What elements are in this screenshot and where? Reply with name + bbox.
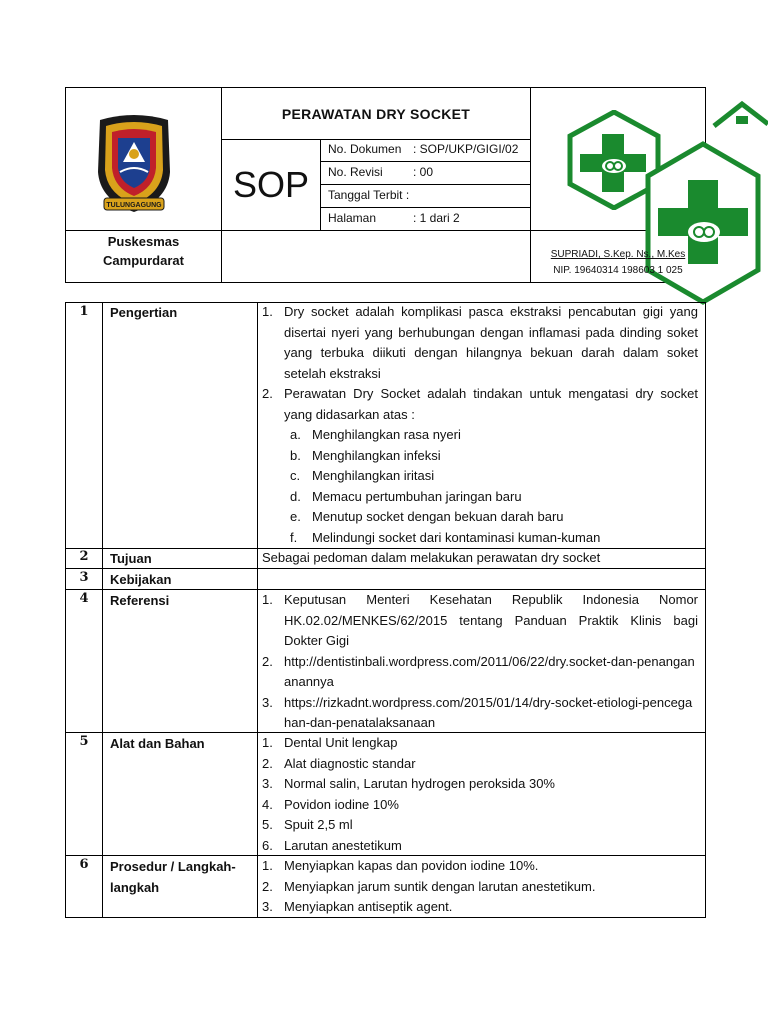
sub-item-text: Menghilangkan infeksi xyxy=(312,447,441,463)
list-item: 2. Perawatan Dry Socket adalah tindakan untuk mengatasi dry socket yang didasarkan atas : xyxy=(262,384,698,425)
content-tujuan: Sebagai pedoman dalam melakukan perawatan dry socket xyxy=(262,550,601,565)
meta-value: : 00 xyxy=(413,165,434,179)
divider xyxy=(530,87,531,283)
list-item: 3. Menyiapkan antiseptik agent. xyxy=(262,897,698,918)
meta-value: : 1 dari 2 xyxy=(413,211,460,225)
row-number: 4 xyxy=(79,591,89,606)
row-label-line: langkah xyxy=(110,880,160,895)
reference-link[interactable]: http://dentistinbali.wordpress.com/2011/06/22/dry.socket-dan-penangananannya xyxy=(284,653,695,689)
puskesmas-logo-partial xyxy=(712,100,768,140)
meta-key: No. Revisi xyxy=(328,165,383,179)
item-text: Dental Unit lengkap xyxy=(284,735,398,750)
item-text: Spuit 2,5 ml xyxy=(284,817,353,832)
reference-link[interactable]: https://rizkadnt.wordpress.com/2015/01/14/dry-socket-etiologi-pencegahan-dan-penatalaksanaan xyxy=(284,694,693,730)
signer-nip: NIP. 19640314 198603 1 025 xyxy=(553,265,683,276)
content-prosedur xyxy=(262,856,698,918)
org-line: Campurdarat xyxy=(103,253,184,268)
item-text: Keputusan Menteri Kesehatan Republik Indonesia Nomor HK.02.02/MENKES/62/2015 tentang Panduan Praktik Klinis bagi Dokter Gigi xyxy=(284,592,698,648)
sub-item-text: Melindungi socket dari kontaminasi kuman-kuman xyxy=(312,529,601,545)
item-text: Normal salin, Larutan hydrogen peroksida 30% xyxy=(284,776,555,791)
sub-item-text: Menghilangkan iritasi xyxy=(312,468,435,483)
sub-item: d. Memacu pertumbuhan jaringan baru xyxy=(262,487,698,508)
meta-key: No. Dokumen xyxy=(328,142,402,156)
row-label-line: Prosedur / Langkah- xyxy=(110,859,236,874)
divider xyxy=(102,302,103,918)
item-text: Perawatan Dry Socket adalah tindakan untuk mengatasi dry socket yang didasarkan atas : xyxy=(284,386,698,422)
list-item: 1. Dry socket adalah komplikasi pasca ekstraksi pencabutan gigi yang disertai nyeri yang berhubungan dengan inflamasi pada dinding soket yang terbuka diikuti dengan hilangnya bekuan darah dalam soket setelah ekstraksi xyxy=(262,302,698,384)
row-number: 1 xyxy=(79,304,89,319)
item-text: Alat diagnostic standar xyxy=(284,755,416,771)
item-text: Menyiapkan antiseptik agent. xyxy=(284,899,453,914)
meta-row-page xyxy=(328,211,460,225)
divider xyxy=(320,161,531,162)
signer-name: SUPRIADI, S.Kep. Ns., M.Kes xyxy=(550,249,686,260)
row-number: 6 xyxy=(79,857,89,872)
regency-crest-logo xyxy=(90,112,178,218)
row-number: 2 xyxy=(79,549,89,564)
list-item: 4. Povidon iodine 10% xyxy=(262,795,698,816)
row-number: 5 xyxy=(79,734,89,749)
list-item: 2. Menyiapkan jarum suntik dengan larutan anestetikum. xyxy=(262,877,698,898)
row-label-alat: Alat dan Bahan xyxy=(110,736,205,751)
meta-row-document xyxy=(328,142,518,156)
divider xyxy=(65,230,706,231)
sop-label: SOP xyxy=(232,164,310,205)
list-item: 1. Dental Unit lengkap xyxy=(262,733,698,754)
row-label-tujuan: Tujuan xyxy=(110,551,152,566)
list-item: 6. Larutan anestetikum xyxy=(262,836,698,857)
row-label-prosedur xyxy=(110,856,255,898)
row-label-pengertian: Pengertian xyxy=(110,305,178,320)
list-item: 3. Normal salin, Larutan hydrogen peroksida 30% xyxy=(262,774,698,795)
sub-item-text: Memacu pertumbuhan jaringan baru xyxy=(312,488,522,504)
sub-item: c. Menghilangkan iritasi xyxy=(262,466,698,487)
content-alat xyxy=(262,733,698,856)
divider xyxy=(320,139,321,231)
sub-item: e. Menutup socket dengan bekuan darah baru xyxy=(262,507,698,528)
puskesmas-logo-large xyxy=(644,140,762,308)
divider xyxy=(320,184,531,185)
meta-row-issue-date xyxy=(328,188,409,202)
meta-value: : xyxy=(405,188,410,202)
item-text: Menyiapkan jarum suntik dengan larutan anestetikum. xyxy=(284,878,596,894)
meta-value: : SOP/UKP/GIGI/02 xyxy=(413,142,519,156)
content-referensi xyxy=(262,590,698,734)
row-number: 3 xyxy=(79,570,89,585)
item-text: Povidon iodine 10% xyxy=(284,796,399,812)
content-pengertian xyxy=(262,302,698,548)
sub-item: f. Melindungi socket dari kontaminasi kuman-kuman xyxy=(262,528,698,549)
list-item: 2. Alat diagnostic standar xyxy=(262,754,698,775)
sub-item-text: Menutup socket dengan bekuan darah baru xyxy=(312,509,564,524)
meta-key: Tanggal Terbit xyxy=(328,188,403,202)
page-title: PERAWATAN DRY SOCKET xyxy=(281,106,471,122)
row-label-referensi: Referensi xyxy=(110,593,170,608)
list-item: 1. Keputusan Menteri Kesehatan Republik Indonesia Nomor HK.02.02/MENKES/62/2015 tentang Panduan Praktik Klinis bagi Dokter Gigi xyxy=(262,590,698,652)
item-text: Menyiapkan kapas dan povidon iodine 10%. xyxy=(284,858,539,873)
organization-name xyxy=(66,232,221,270)
list-item: 1. Menyiapkan kapas dan povidon iodine 10%. xyxy=(262,856,698,877)
org-line: Puskesmas xyxy=(107,234,180,249)
row-label-kebijakan: Kebijakan xyxy=(110,572,172,587)
list-item: 3. https://rizkadnt.wordpress.com/2015/01/14/dry-socket-etiologi-pencegahan-dan-penatalaksanaan xyxy=(262,693,698,734)
meta-row-revision xyxy=(328,165,433,179)
sub-item: a. Menghilangkan rasa nyeri xyxy=(262,425,698,446)
sub-item-text: Menghilangkan rasa nyeri xyxy=(312,427,461,442)
crest-banner-text: TULUNGAGUNG xyxy=(106,202,162,209)
list-item: 2. http://dentistinbali.wordpress.com/2011/06/22/dry.socket-dan-penangananannya xyxy=(262,652,698,693)
divider xyxy=(320,207,531,208)
item-text: Larutan anestetikum xyxy=(284,837,402,853)
meta-key: Halaman xyxy=(328,211,377,225)
item-text: Dry socket adalah komplikasi pasca ekstraksi pencabutan gigi yang disertai nyeri yang berhubungan dengan inflamasi pada dinding soket yang terbuka diikuti dengan hilangnya bekuan darah dalam soket setelah ekstraksi xyxy=(284,304,698,381)
divider xyxy=(257,302,258,918)
sub-item: b. Menghilangkan infeksi xyxy=(262,446,698,467)
list-item: 5. Spuit 2,5 ml xyxy=(262,815,698,836)
